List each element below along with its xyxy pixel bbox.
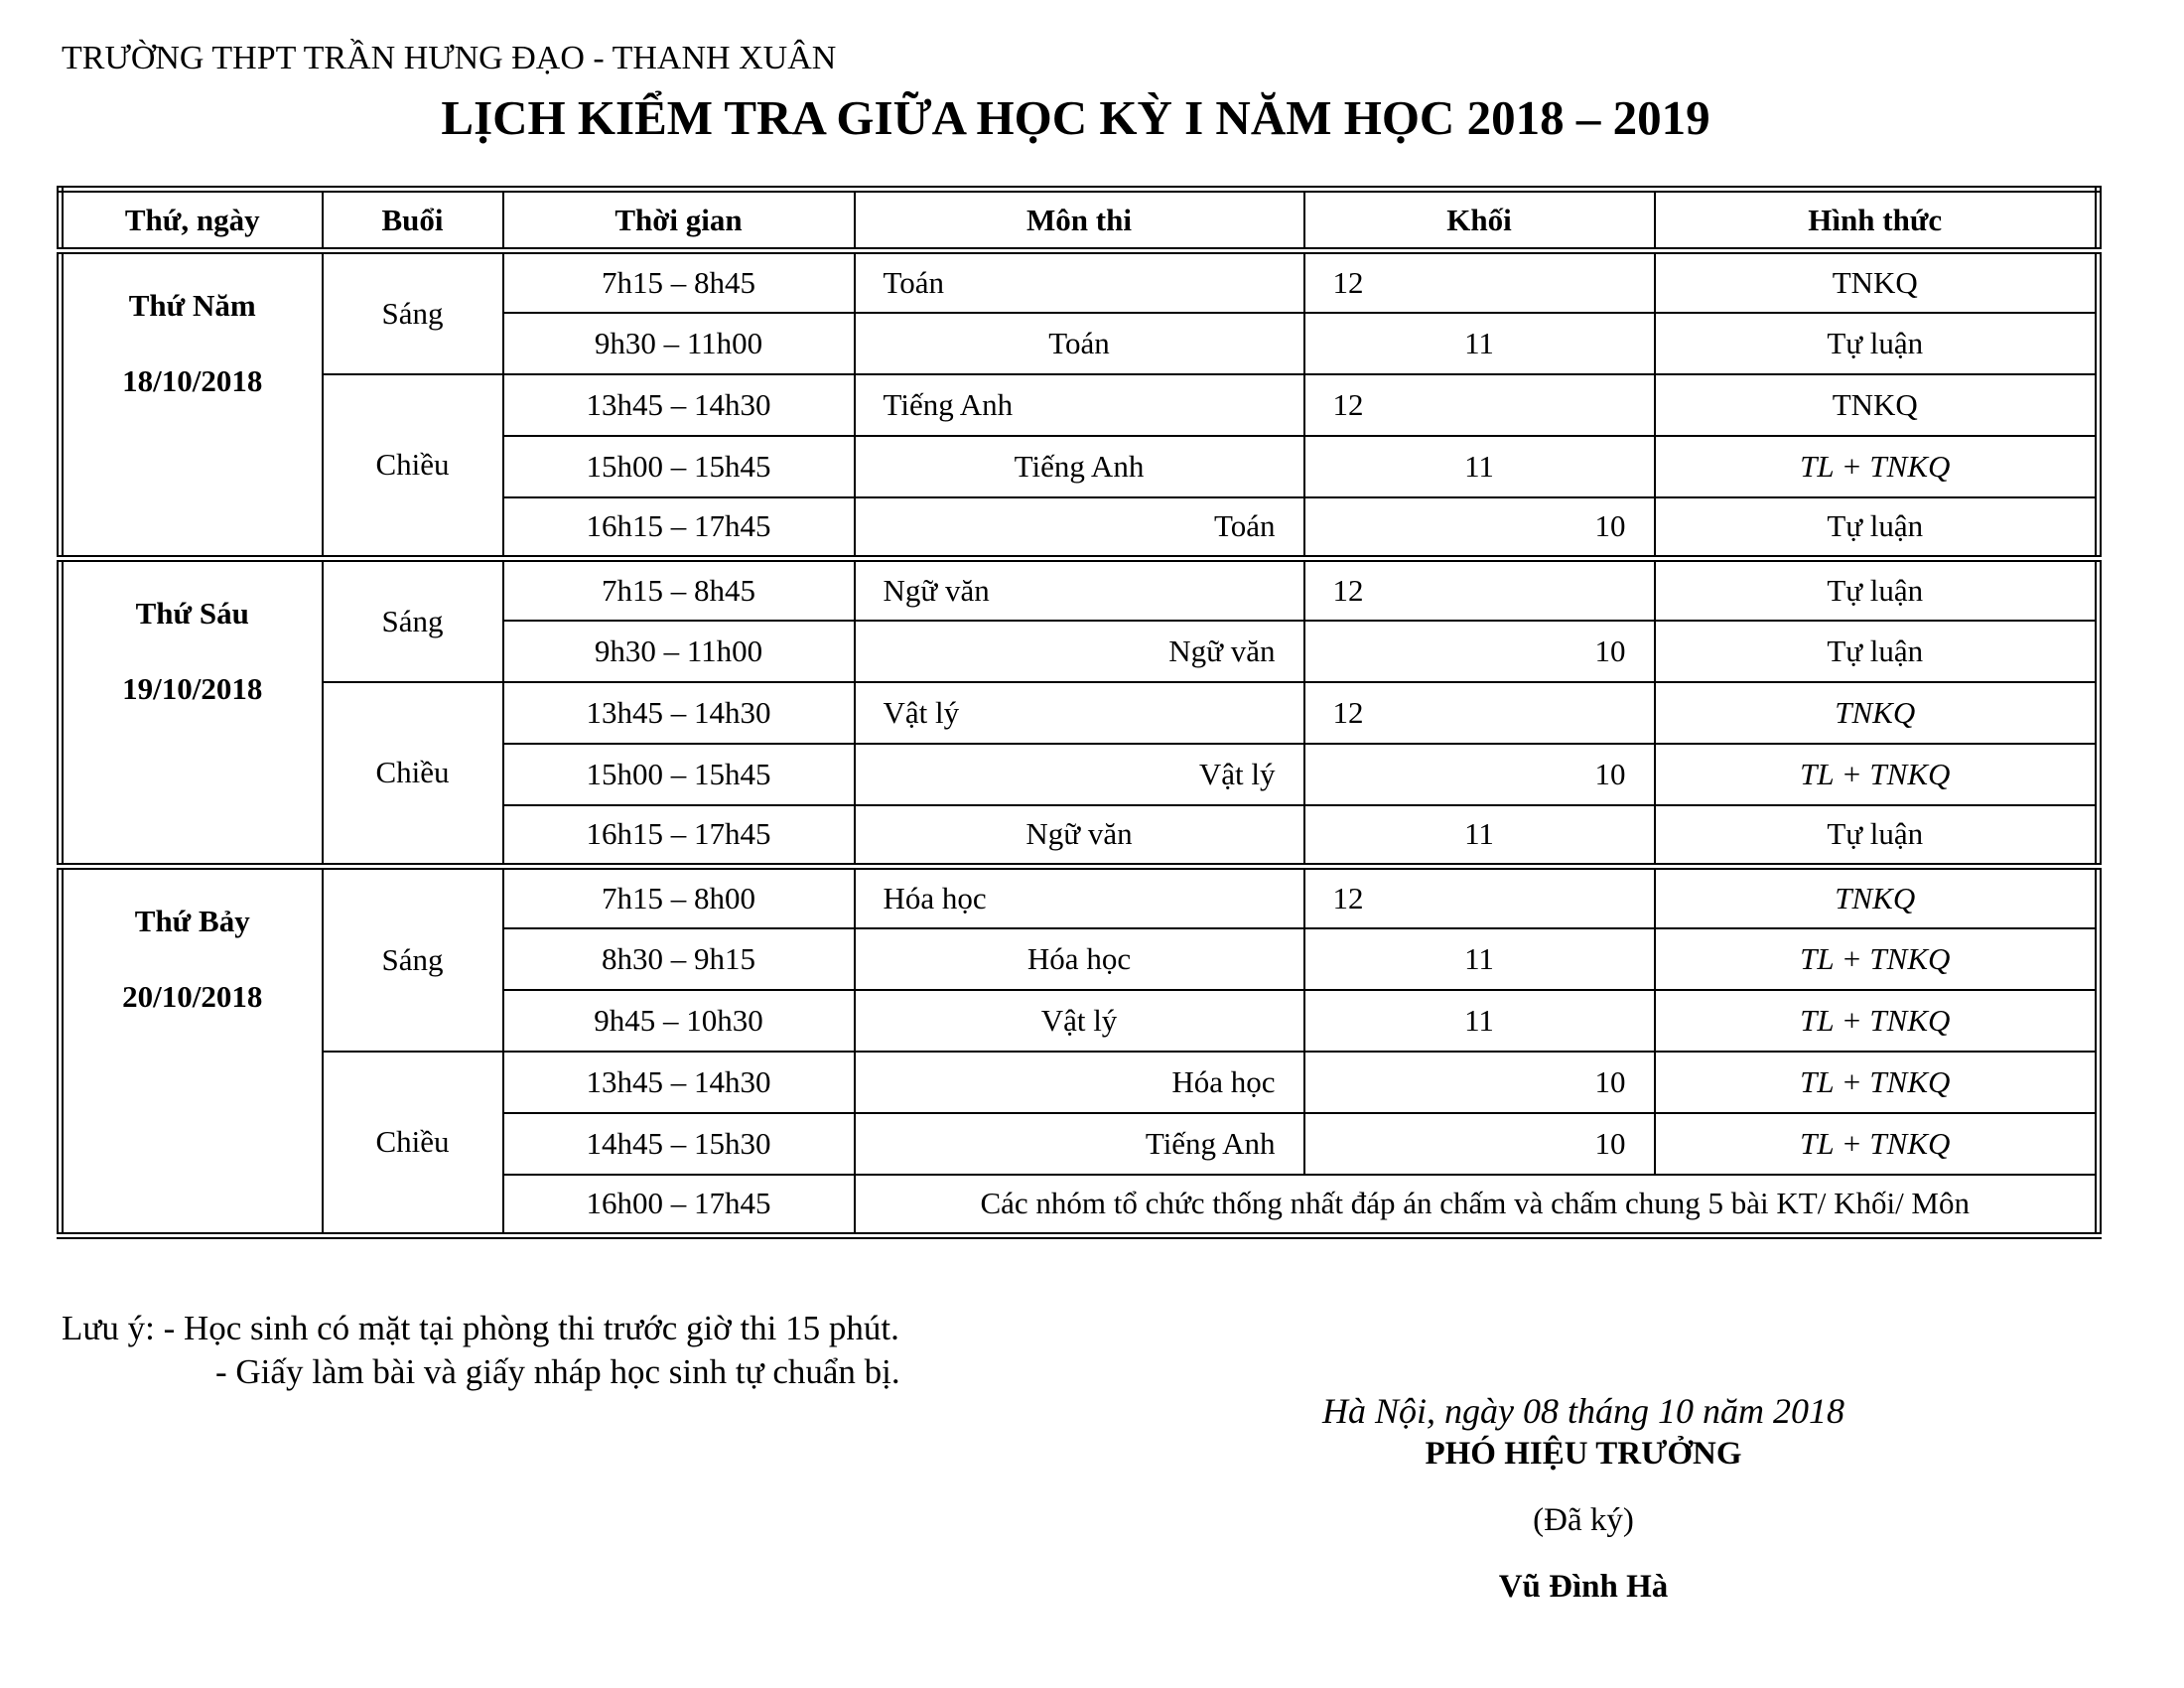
col-header-day: Thứ, ngày <box>61 190 323 251</box>
format-cell: TNKQ <box>1655 251 2099 313</box>
grade-cell: 10 <box>1304 1113 1655 1175</box>
schedule-row <box>61 559 2099 621</box>
day-block <box>61 559 2099 867</box>
subject-cell: Vật lý <box>855 744 1304 805</box>
merged-note-cell: Các nhóm tổ chức thống nhất đáp án chấm và chấm chung 5 bài KT/ Khối/ Môn <box>855 1175 2099 1236</box>
subject-cell: Tiếng Anh <box>855 374 1304 436</box>
signature-place-date: Hà Nội, ngày 08 tháng 10 năm 2018 <box>1322 1391 1844 1431</box>
format-cell: TL + TNKQ <box>1655 928 2099 990</box>
format-cell: Tự luận <box>1655 559 2099 621</box>
time-cell: 15h00 – 15h45 <box>503 436 855 497</box>
note-line-1: Lưu ý: - Học sinh có mặt tại phòng thi trước giờ thi 15 phút. <box>62 1309 899 1347</box>
subject-cell: Vật lý <box>855 990 1304 1052</box>
grade-cell: 10 <box>1304 744 1655 805</box>
subject-cell: Toán <box>855 251 1304 313</box>
grade-cell: 12 <box>1304 867 1655 928</box>
subject-cell: Ngữ văn <box>855 805 1304 867</box>
day-cell <box>61 251 323 559</box>
session-cell: Sáng <box>323 559 503 682</box>
time-cell: 8h30 – 9h15 <box>503 928 855 990</box>
schedule-row <box>61 251 2099 313</box>
time-cell: 7h15 – 8h00 <box>503 867 855 928</box>
signature-signed: (Đã ký) <box>1533 1502 1634 1538</box>
session-cell: Sáng <box>323 251 503 374</box>
subject-cell: Hóa học <box>855 867 1304 928</box>
schedule-row <box>61 374 2099 436</box>
time-cell: 15h00 – 15h45 <box>503 744 855 805</box>
time-cell: 13h45 – 14h30 <box>503 1052 855 1113</box>
time-cell: 16h15 – 17h45 <box>503 805 855 867</box>
school-name: TRƯỜNG THPT TRẦN HƯNG ĐẠO - THANH XUÂN <box>62 40 837 76</box>
grade-cell: 11 <box>1304 990 1655 1052</box>
day-date: 20/10/2018 <box>122 979 263 1014</box>
schedule-row <box>61 1052 2099 1113</box>
col-header-format: Hình thức <box>1655 190 2099 251</box>
format-cell: Tự luận <box>1655 313 2099 374</box>
time-cell: 16h00 – 17h45 <box>503 1175 855 1236</box>
grade-cell: 12 <box>1304 682 1655 744</box>
schedule-table <box>57 186 2102 1239</box>
subject-cell: Tiếng Anh <box>855 1113 1304 1175</box>
notes <box>62 1307 900 1394</box>
signature-role: PHÓ HIỆU TRƯỞNG <box>1425 1436 1742 1472</box>
session-cell: Chiều <box>323 1052 503 1236</box>
subject-cell: Vật lý <box>855 682 1304 744</box>
day-block <box>61 251 2099 559</box>
grade-cell: 12 <box>1304 559 1655 621</box>
schedule-row <box>61 682 2099 744</box>
grade-cell: 11 <box>1304 313 1655 374</box>
format-cell: TNKQ <box>1655 867 2099 928</box>
day-name: Thứ Bảy <box>134 904 250 938</box>
time-cell: 14h45 – 15h30 <box>503 1113 855 1175</box>
note-line-2: - Giấy làm bài và giấy nháp học sinh tự chuẩn bị. <box>215 1351 900 1391</box>
session-cell: Sáng <box>323 867 503 1052</box>
col-header-time: Thời gian <box>503 190 855 251</box>
subject-cell: Ngữ văn <box>855 559 1304 621</box>
grade-cell: 10 <box>1304 1052 1655 1113</box>
page-title: LỊCH KIỂM TRA GIỮA HỌC KỲ I NĂM HỌC 2018 – 2019 <box>441 90 1710 145</box>
col-header-grade: Khối <box>1304 190 1655 251</box>
subject-cell: Tiếng Anh <box>855 436 1304 497</box>
day-block <box>61 867 2099 1236</box>
format-cell: TL + TNKQ <box>1655 744 2099 805</box>
grade-cell: 11 <box>1304 436 1655 497</box>
session-cell: Chiều <box>323 682 503 867</box>
day-date: 18/10/2018 <box>122 363 263 398</box>
time-cell: 7h15 – 8h45 <box>503 559 855 621</box>
format-cell: TNKQ <box>1655 374 2099 436</box>
schedule-row <box>61 867 2099 928</box>
subject-cell: Toán <box>855 313 1304 374</box>
col-header-session: Buổi <box>323 190 503 251</box>
subject-cell: Hóa học <box>855 928 1304 990</box>
format-cell: Tự luận <box>1655 621 2099 682</box>
grade-cell: 11 <box>1304 928 1655 990</box>
day-date: 19/10/2018 <box>122 671 263 706</box>
time-cell: 9h45 – 10h30 <box>503 990 855 1052</box>
table-header <box>61 190 2099 251</box>
format-cell: TL + TNKQ <box>1655 1052 2099 1113</box>
time-cell: 13h45 – 14h30 <box>503 682 855 744</box>
day-name: Thứ Năm <box>128 288 256 323</box>
format-cell: TL + TNKQ <box>1655 1113 2099 1175</box>
grade-cell: 12 <box>1304 374 1655 436</box>
grade-cell: 10 <box>1304 621 1655 682</box>
day-cell <box>61 559 323 867</box>
signature-block <box>1276 1390 1891 1606</box>
grade-cell: 10 <box>1304 497 1655 559</box>
time-cell: 7h15 – 8h45 <box>503 251 855 313</box>
format-cell: Tự luận <box>1655 497 2099 559</box>
subject-cell: Ngữ văn <box>855 621 1304 682</box>
grade-cell: 11 <box>1304 805 1655 867</box>
time-cell: 9h30 – 11h00 <box>503 313 855 374</box>
grade-cell: 12 <box>1304 251 1655 313</box>
session-cell: Chiều <box>323 374 503 559</box>
format-cell: TL + TNKQ <box>1655 436 2099 497</box>
day-name: Thứ Sáu <box>135 596 249 631</box>
subject-cell: Hóa học <box>855 1052 1304 1113</box>
time-cell: 13h45 – 14h30 <box>503 374 855 436</box>
format-cell: TL + TNKQ <box>1655 990 2099 1052</box>
format-cell: TNKQ <box>1655 682 2099 744</box>
signature-name: Vũ Đình Hà <box>1498 1569 1669 1605</box>
format-cell: Tự luận <box>1655 805 2099 867</box>
subject-cell: Toán <box>855 497 1304 559</box>
header-row <box>61 190 2099 251</box>
col-header-subject: Môn thi <box>855 190 1304 251</box>
day-cell <box>61 867 323 1236</box>
time-cell: 16h15 – 17h45 <box>503 497 855 559</box>
time-cell: 9h30 – 11h00 <box>503 621 855 682</box>
